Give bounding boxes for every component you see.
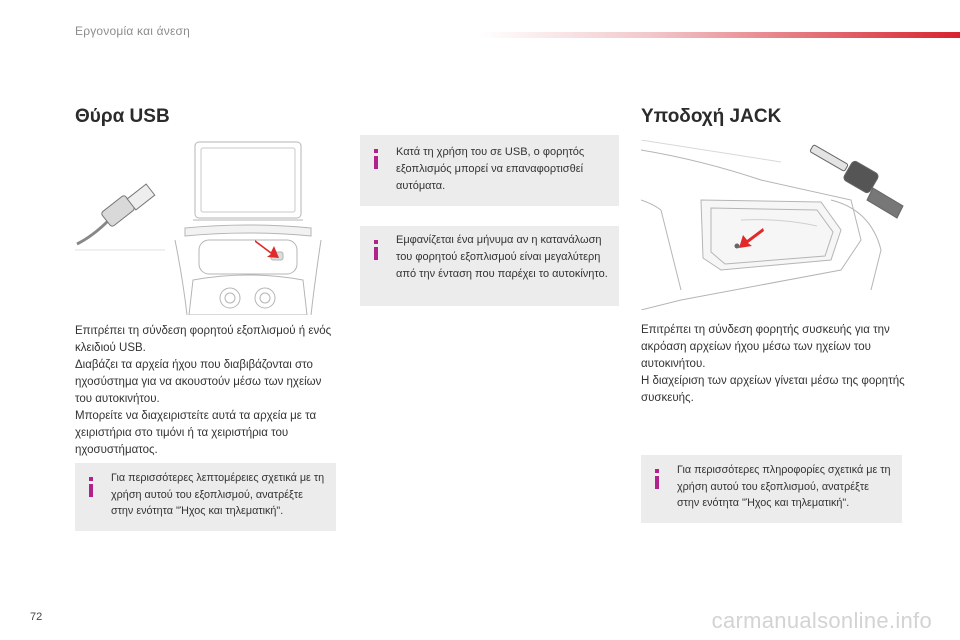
info-icon xyxy=(372,149,380,169)
power-warning-note xyxy=(360,226,619,306)
header-accent-bar xyxy=(480,32,960,38)
usb-port-illustration xyxy=(75,140,335,315)
usb-paragraph-3: Μπορείτε να διαχειριστείτε αυτά τα αρχεία με τα χειριστήρια στο τιμόνι ή τα χειριστήρια του ηχοσυστήματος. xyxy=(75,410,317,456)
usb-paragraph-1: Επιτρέπει τη σύνδεση φορητού εξοπλισμού ή ενός κλειδιού USB. xyxy=(75,325,332,354)
watermark: carmanualsonline.info xyxy=(711,608,932,633)
jack-paragraph-1: Επιτρέπει τη σύνδεση φορητής συσκευής για την ακρόαση αρχείων ήχου μέσω των ηχείων του αυτοκινήτου. xyxy=(641,324,890,370)
usb-description xyxy=(75,323,340,459)
jack-section-title: Υποδοχή JACK xyxy=(641,106,782,127)
usb-info-note xyxy=(75,463,336,531)
info-icon xyxy=(372,240,380,260)
usb-paragraph-2: Διαβάζει τα αρχεία ήχου που διαβιβάζονται στο ηχοσύστημα για να ακουστούν μέσω των ηχείων του αυτοκινήτου. xyxy=(75,359,322,405)
usb-charging-note xyxy=(360,135,619,206)
info-icon xyxy=(87,477,95,497)
page-number: 72 xyxy=(30,611,43,623)
jack-description xyxy=(641,322,909,407)
usb-section-title: Θύρα USB xyxy=(75,106,170,127)
usb-note-text: Για περισσότερες λεπτομέρειες σχετικά με τη χρήση αυτού του εξοπλισμού, ανατρέξτε στην ενότητα "Ήχος και τηλεματική". xyxy=(111,472,325,517)
info-icon xyxy=(653,469,661,489)
jack-note-text: Για περισσότερες πληροφορίες σχετικά με τη χρήση αυτού του εξοπλισμού, ανατρέξτε στην ενότητα "Ήχος και τηλεματική". xyxy=(677,464,891,509)
header-title: Εργονομία και άνεση xyxy=(75,24,190,38)
charging-note-text: Κατά τη χρήση του σε USB, ο φορητός εξοπλισμός μπορεί να επαναφορτισθεί αυτόματα. xyxy=(396,146,585,192)
power-warning-note-text: Εμφανίζεται ένα μήνυμα αν η κατανάλωση του φορητού εξοπλισμού είναι μεγαλύτερη από την ένταση που παρέχει το αυτοκίνητο. xyxy=(396,234,608,280)
jack-paragraph-2: Η διαχείριση των αρχείων γίνεται μέσω της φορητής συσκευής. xyxy=(641,375,905,404)
jack-socket-illustration xyxy=(641,140,905,310)
jack-info-note xyxy=(641,455,902,523)
